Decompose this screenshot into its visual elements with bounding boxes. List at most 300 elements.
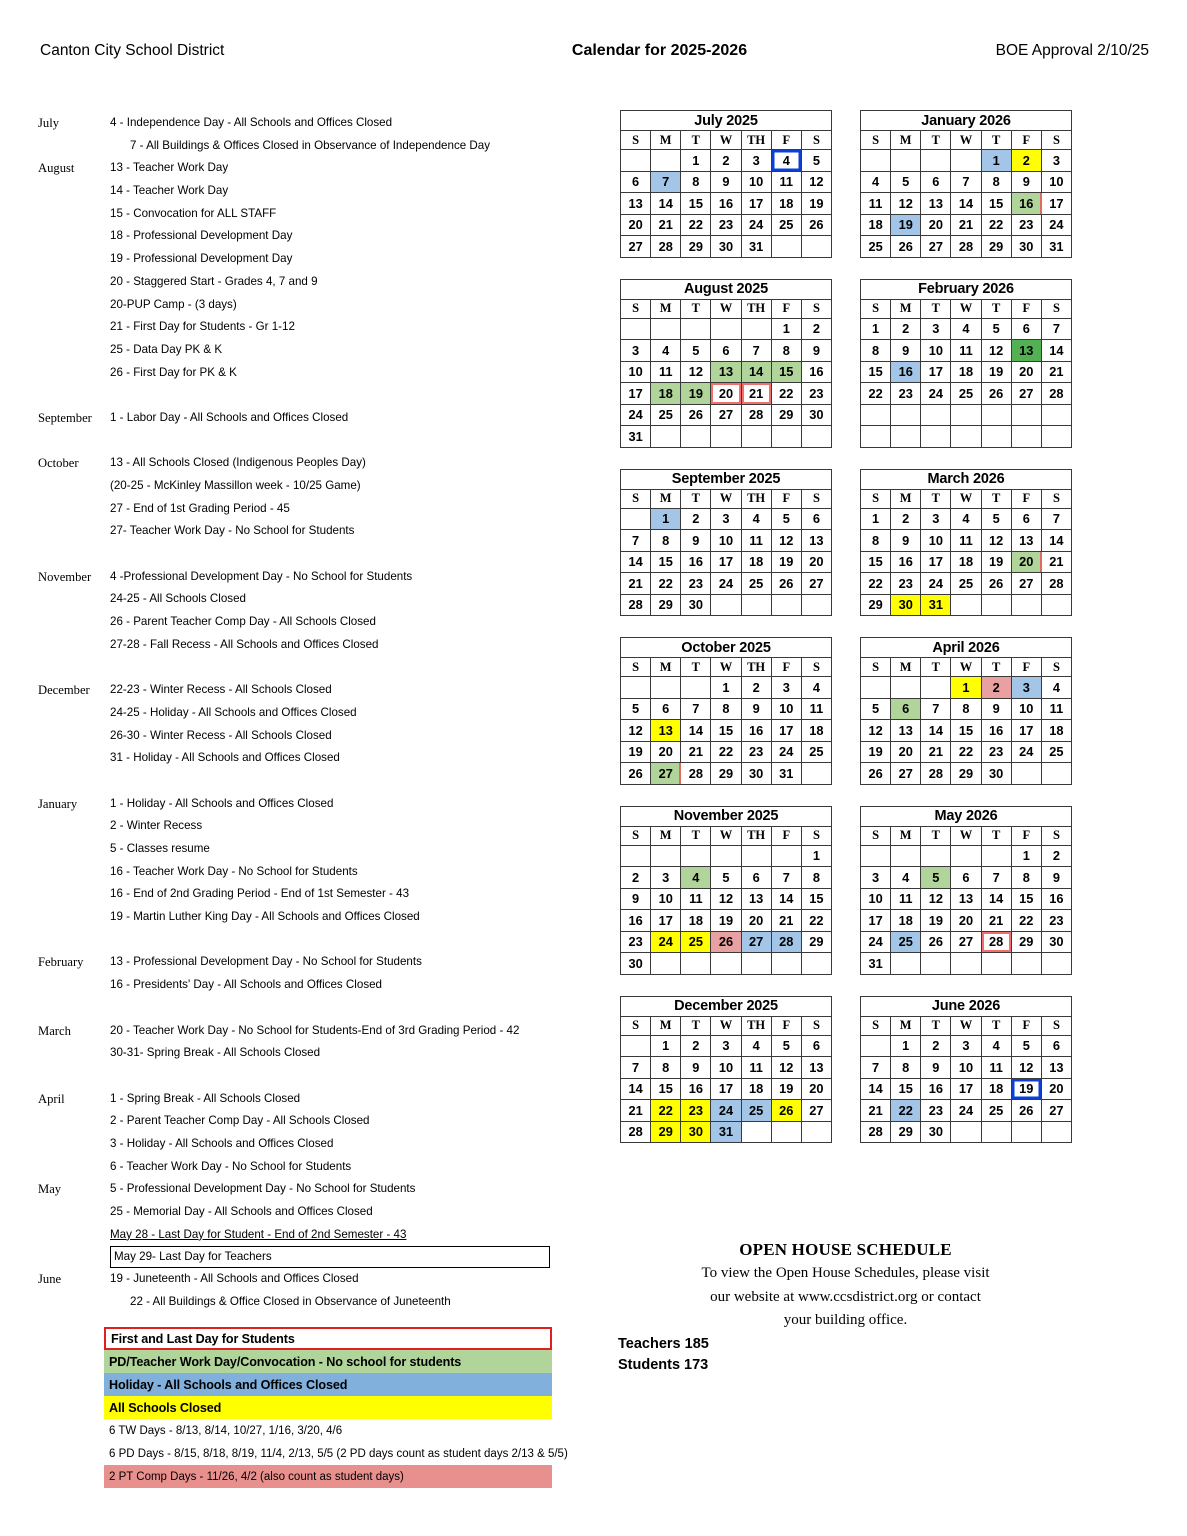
calendar-day: 28 (621, 594, 651, 616)
weekday-header: M (651, 1016, 681, 1035)
weekday-header: W (951, 658, 981, 677)
weekday-header: M (651, 658, 681, 677)
calendar-day-empty (771, 236, 801, 258)
event-text: 13 - Professional Development Day - No School for Students (110, 955, 422, 969)
event-text: 16 - Presidents' Day - All Schools and Offices Closed (110, 978, 383, 992)
month-calendar (860, 637, 1072, 785)
calendar-day: 22 (771, 383, 801, 405)
calendar-day: 18 (741, 551, 771, 573)
calendar-day: 7 (771, 867, 801, 889)
calendar-day: 15 (861, 551, 891, 573)
event-row (38, 452, 598, 475)
calendar-day-empty (651, 953, 681, 975)
calendar-day: 29 (771, 404, 801, 426)
calendar-day-empty (651, 318, 681, 340)
calendar-day: 19 (1011, 1078, 1041, 1100)
calendar-day-empty (651, 845, 681, 867)
event-text: 4 - Independence Day - All Schools and Offices Closed (110, 116, 393, 129)
calendar-day-empty (951, 1121, 981, 1143)
weekday-header: T (681, 826, 711, 845)
weekday-header: M (891, 131, 921, 150)
event-row (38, 1110, 598, 1133)
event-row (38, 1133, 598, 1156)
calendar-day: 17 (711, 551, 741, 573)
calendar-day: 8 (861, 340, 891, 362)
calendar-day: 17 (1011, 720, 1041, 742)
calendar-day: 2 (801, 318, 831, 340)
calendar-day: 26 (771, 1100, 801, 1122)
calendar-day: 8 (801, 867, 831, 889)
event-row (38, 498, 598, 521)
event-text: 27 - End of 1st Grading Period - 45 (110, 501, 290, 515)
calendar-day: 5 (891, 171, 921, 193)
calendar-day: 5 (801, 150, 831, 172)
calendar-day: 27 (801, 1100, 831, 1122)
event-text: May 28 - Last Day for Student - End of 2nd Semester - 43 (110, 1227, 407, 1241)
calendar-day: 6 (891, 698, 921, 720)
legend-bar: Holiday - All Schools and Offices Closed (104, 1373, 552, 1396)
calendar-day: 17 (651, 910, 681, 932)
calendar-day: 26 (891, 236, 921, 258)
calendar-day: 4 (981, 1035, 1011, 1057)
calendar-day: 1 (711, 677, 741, 699)
calendar-day: 10 (1041, 171, 1071, 193)
weekday-header: F (771, 131, 801, 150)
calendar-day: 6 (1041, 1035, 1071, 1057)
calendar-day: 5 (921, 867, 951, 889)
calendar-day: 14 (651, 193, 681, 215)
calendar-day: 24 (621, 404, 651, 426)
event-text: 20-PUP Camp - (3 days) (110, 297, 237, 311)
calendar-day: 13 (621, 193, 651, 215)
calendar-day: 11 (891, 888, 921, 910)
calendar-day: 23 (921, 1100, 951, 1122)
event-month: August (38, 161, 75, 176)
calendar-day-empty (711, 845, 741, 867)
calendar-day: 22 (1011, 910, 1041, 932)
calendar-day: 5 (621, 698, 651, 720)
calendar-day: 4 (951, 508, 981, 530)
calendar-day: 7 (621, 1057, 651, 1079)
calendar-day: 10 (951, 1057, 981, 1079)
calendar-day: 11 (651, 361, 681, 383)
calendar-day: 30 (891, 594, 921, 616)
calendar-day: 13 (801, 530, 831, 552)
calendar-day: 4 (1041, 677, 1071, 699)
calendar-day: 30 (921, 1121, 951, 1143)
event-row (38, 929, 598, 952)
calendar-day-empty (801, 426, 831, 448)
event-list (38, 112, 598, 1314)
month-title: June 2026 (861, 996, 1072, 1016)
calendar-day: 9 (891, 530, 921, 552)
calendar-day: 17 (771, 720, 801, 742)
calendar-day: 18 (951, 361, 981, 383)
calendar-day-empty (951, 953, 981, 975)
event-text: 20 - Teacher Work Day - No School for Students-End of 3rd Grading Period - 42 (110, 1023, 520, 1037)
weekday-header: W (951, 299, 981, 318)
weekday-header: T (981, 826, 1011, 845)
calendar-day: 12 (711, 888, 741, 910)
event-row (38, 1178, 598, 1201)
calendar-day: 6 (951, 867, 981, 889)
calendar-day-empty (741, 1121, 771, 1143)
calendar-day: 24 (651, 931, 681, 953)
calendar-day: 14 (741, 361, 771, 383)
weekday-header: S (621, 299, 651, 318)
page-header (40, 42, 1149, 60)
weekday-header: S (801, 1016, 831, 1035)
calendar-day-empty (1011, 426, 1041, 448)
calendar-day: 26 (1011, 1100, 1041, 1122)
month-title: September 2025 (621, 469, 832, 489)
calendar-day: 3 (1041, 150, 1071, 172)
open-house-section (618, 1240, 1073, 1333)
calendar-day: 21 (981, 910, 1011, 932)
calendar-day-empty (921, 404, 951, 426)
calendar-day: 1 (771, 318, 801, 340)
event-row (38, 883, 598, 906)
calendar-day: 15 (651, 1078, 681, 1100)
calendar-day-empty (651, 426, 681, 448)
open-house-line-3: your building office. (783, 1312, 908, 1329)
calendar-day: 12 (771, 530, 801, 552)
calendar-day: 7 (1041, 508, 1071, 530)
calendar-day: 16 (891, 361, 921, 383)
calendar-day: 27 (621, 236, 651, 258)
calendar-day: 10 (1011, 698, 1041, 720)
calendar-day: 3 (741, 150, 771, 172)
weekday-header: S (1041, 658, 1071, 677)
calendar-day: 11 (771, 171, 801, 193)
calendar-day-empty (651, 677, 681, 699)
calendar-day: 29 (981, 236, 1011, 258)
event-row (38, 679, 598, 702)
weekday-header: T (681, 1016, 711, 1035)
calendar-day: 28 (981, 931, 1011, 953)
calendar-day-empty (921, 845, 951, 867)
open-house-line-2: our website at www.ccsdistrict.org or contact (710, 1288, 981, 1305)
event-row (38, 657, 598, 680)
calendar-day: 8 (891, 1057, 921, 1079)
event-month: April (38, 1091, 65, 1106)
weekday-header: M (891, 1016, 921, 1035)
calendar-day: 26 (981, 573, 1011, 595)
event-text: 22-23 - Winter Recess - All Schools Closed (110, 683, 332, 697)
district-name: Canton City School District (40, 42, 225, 59)
event-row (38, 203, 598, 226)
event-text: 25 - Memorial Day - All Schools and Offices Closed (110, 1205, 373, 1218)
calendar-day: 5 (711, 867, 741, 889)
calendar-day: 28 (1041, 573, 1071, 595)
calendar-day: 11 (981, 1057, 1011, 1079)
calendar-day: 10 (711, 1057, 741, 1079)
calendar-day: 19 (981, 361, 1011, 383)
calendar-day: 21 (1041, 361, 1071, 383)
calendar-day: 15 (771, 361, 801, 383)
calendar-day: 21 (1041, 551, 1071, 573)
calendar-day: 22 (981, 214, 1011, 236)
calendar-day: 16 (981, 720, 1011, 742)
event-month: September (38, 410, 92, 425)
calendar-day: 3 (711, 508, 741, 530)
calendar-day: 23 (891, 383, 921, 405)
calendar-day: 2 (681, 1035, 711, 1057)
weekday-header: W (951, 826, 981, 845)
calendar-day-empty (1011, 953, 1041, 975)
calendar-day: 30 (711, 236, 741, 258)
legend-bar: PD/Teacher Work Day/Convocation - No school for students (104, 1350, 552, 1373)
weekday-header: T (981, 658, 1011, 677)
calendar-day: 9 (681, 1057, 711, 1079)
calendar-day: 27 (651, 763, 681, 785)
weekday-header: F (771, 826, 801, 845)
boe-approval: BOE Approval 2/10/25 (995, 42, 1149, 59)
weekday-header: W (711, 131, 741, 150)
calendar-day: 26 (711, 931, 741, 953)
event-text: 6 - Teacher Work Day - No School for Students (110, 1159, 352, 1173)
calendar-day-empty (711, 318, 741, 340)
last-day-teachers-box (110, 1246, 550, 1268)
calendar-day: 24 (771, 741, 801, 763)
event-row (38, 588, 598, 611)
event-month: July (38, 116, 59, 130)
calendar-row (620, 996, 1072, 1144)
event-text: 5 - Classes resume (110, 842, 210, 855)
month-title: March 2026 (861, 469, 1072, 489)
calendar-day: 19 (771, 551, 801, 573)
calendar-day: 18 (1041, 720, 1071, 742)
calendar-day: 4 (681, 867, 711, 889)
calendar-day-empty (1041, 763, 1071, 785)
weekday-header: M (891, 299, 921, 318)
event-text: 30-31- Spring Break - All Schools Closed (110, 1046, 321, 1060)
calendar-day: 29 (1011, 931, 1041, 953)
event-row (38, 475, 598, 498)
weekday-header: M (651, 826, 681, 845)
calendar-day: 4 (741, 508, 771, 530)
event-row (38, 407, 598, 430)
calendar-day: 30 (1041, 931, 1071, 953)
calendar-day: 15 (651, 551, 681, 573)
weekday-header: W (951, 1016, 981, 1035)
calendar-day: 28 (621, 1121, 651, 1143)
calendar-day: 9 (981, 698, 1011, 720)
calendar-day: 20 (621, 214, 651, 236)
calendar-day: 26 (681, 404, 711, 426)
month-title: July 2025 (621, 111, 832, 131)
calendar-day: 20 (1011, 361, 1041, 383)
event-month: November (38, 569, 92, 584)
calendar-day: 19 (801, 193, 831, 215)
calendar-day-empty (981, 404, 1011, 426)
calendar-day: 21 (741, 383, 771, 405)
calendar-day: 18 (681, 910, 711, 932)
weekday-header: S (621, 1016, 651, 1035)
calendar-day: 25 (981, 1100, 1011, 1122)
calendar-day: 17 (921, 551, 951, 573)
weekday-header: M (891, 489, 921, 508)
calendar-day: 20 (1041, 1078, 1071, 1100)
calendar-day: 27 (801, 573, 831, 595)
calendar-day: 21 (921, 741, 951, 763)
calendar-day-empty (681, 426, 711, 448)
legend-bar: First and Last Day for Students (104, 1327, 552, 1350)
calendar-day: 3 (951, 1035, 981, 1057)
calendar-day: 7 (741, 340, 771, 362)
calendar-day: 29 (651, 1121, 681, 1143)
calendar-day: 22 (861, 573, 891, 595)
calendar-day: 7 (681, 698, 711, 720)
month-title: August 2025 (621, 279, 832, 299)
calendar-day-empty (861, 1035, 891, 1057)
calendar-day: 26 (921, 931, 951, 953)
calendar-day: 10 (621, 361, 651, 383)
open-house-line-1: To view the Open House Schedules, please visit (701, 1265, 990, 1281)
month-calendar (620, 637, 832, 785)
calendar-day: 21 (771, 910, 801, 932)
calendar-day: 16 (801, 361, 831, 383)
calendar-row (620, 469, 1072, 617)
calendar-day: 11 (861, 193, 891, 215)
event-text: 18 - Professional Development Day (110, 229, 293, 243)
weekday-header: W (711, 658, 741, 677)
calendar-day: 6 (1011, 508, 1041, 530)
calendar-row (620, 637, 1072, 785)
calendar-day: 9 (741, 698, 771, 720)
weekday-header: S (1041, 1016, 1071, 1035)
calendar-day: 27 (1011, 383, 1041, 405)
event-text: 27- Teacher Work Day - No School for Students (110, 524, 355, 538)
calendar-day: 12 (981, 530, 1011, 552)
calendar-day: 25 (801, 741, 831, 763)
calendar-day: 13 (1041, 1057, 1071, 1079)
calendar-day: 19 (771, 1078, 801, 1100)
calendar-day: 7 (651, 171, 681, 193)
calendar-day: 16 (681, 551, 711, 573)
event-text: 16 - End of 2nd Grading Period - End of 1st Semester - 43 (110, 887, 410, 901)
event-row (38, 951, 598, 974)
weekday-header: W (711, 826, 741, 845)
calendar-day: 14 (981, 888, 1011, 910)
event-row (38, 793, 598, 816)
event-row (38, 747, 598, 770)
weekday-header: F (1011, 131, 1041, 150)
event-row (38, 611, 598, 634)
event-row (38, 543, 598, 566)
event-row (38, 725, 598, 748)
calendar-day: 8 (681, 171, 711, 193)
calendar-day-empty (1041, 1121, 1071, 1143)
calendar-day: 3 (1011, 677, 1041, 699)
event-text: 5 - Professional Development Day - No School for Students (110, 1182, 416, 1196)
calendar-day: 12 (861, 720, 891, 742)
calendar-day: 11 (741, 530, 771, 552)
event-row (38, 520, 598, 543)
calendar-day: 21 (621, 1100, 651, 1122)
calendar-day: 31 (621, 426, 651, 448)
calendar-day: 14 (771, 888, 801, 910)
calendar-day-empty (951, 594, 981, 616)
calendar-day-empty (621, 150, 651, 172)
calendar-day-empty (861, 845, 891, 867)
weekday-header: S (1041, 489, 1071, 508)
weekday-header: S (801, 826, 831, 845)
calendar-day: 15 (891, 1078, 921, 1100)
calendar-day: 23 (621, 931, 651, 953)
weekday-header: T (921, 658, 951, 677)
calendar-day: 26 (771, 573, 801, 595)
calendar-day: 17 (951, 1078, 981, 1100)
calendar-day-empty (891, 426, 921, 448)
calendar-day: 3 (771, 677, 801, 699)
calendar-day: 17 (621, 383, 651, 405)
calendar-day: 28 (1041, 383, 1071, 405)
calendar-day: 2 (891, 508, 921, 530)
month-calendar (860, 996, 1072, 1144)
event-text: 26 - Parent Teacher Comp Day - All Schools Closed (110, 615, 376, 629)
event-month: March (38, 1023, 71, 1038)
weekday-header: M (651, 299, 681, 318)
calendar-day: 1 (801, 845, 831, 867)
open-house-title: OPEN HOUSE SCHEDULE (739, 1240, 952, 1259)
calendar-day: 22 (951, 741, 981, 763)
calendar-day: 12 (1011, 1057, 1041, 1079)
calendar-day: 2 (681, 508, 711, 530)
calendar-day: 13 (651, 720, 681, 742)
calendar-day-empty (1041, 594, 1071, 616)
calendar-day: 21 (621, 573, 651, 595)
calendar-day-empty (1011, 594, 1041, 616)
calendar-day: 19 (681, 383, 711, 405)
calendar-day: 30 (741, 763, 771, 785)
event-row (38, 225, 598, 248)
calendar-day: 31 (861, 953, 891, 975)
calendar-day: 8 (771, 340, 801, 362)
calendar-day: 28 (861, 1121, 891, 1143)
calendar-day: 12 (681, 361, 711, 383)
calendar-day: 25 (891, 931, 921, 953)
weekday-header: S (861, 658, 891, 677)
weekday-header: S (861, 1016, 891, 1035)
calendar-day: 18 (771, 193, 801, 215)
calendar-day-empty (891, 150, 921, 172)
calendar-day-empty (1041, 953, 1071, 975)
calendar-day: 31 (741, 236, 771, 258)
weekday-header: S (861, 299, 891, 318)
calendar-day: 5 (981, 318, 1011, 340)
calendar-day: 16 (741, 720, 771, 742)
calendar-day: 20 (741, 910, 771, 932)
calendar-day: 17 (711, 1078, 741, 1100)
calendar-day: 20 (951, 910, 981, 932)
calendar-day: 19 (921, 910, 951, 932)
calendar-day: 29 (891, 1121, 921, 1143)
event-text: 19 - Professional Development Day (110, 252, 293, 266)
weekday-header: TH (741, 131, 771, 150)
weekday-header: TH (741, 1016, 771, 1035)
calendar-day: 20 (891, 741, 921, 763)
calendar-day: 20 (801, 1078, 831, 1100)
calendar-day: 27 (951, 931, 981, 953)
calendar-day: 27 (921, 236, 951, 258)
calendar-day: 28 (951, 236, 981, 258)
calendar-day: 30 (681, 594, 711, 616)
calendar-day: 28 (651, 236, 681, 258)
calendar-day: 20 (651, 741, 681, 763)
calendar-day-empty (981, 953, 1011, 975)
calendar-day-empty (861, 426, 891, 448)
